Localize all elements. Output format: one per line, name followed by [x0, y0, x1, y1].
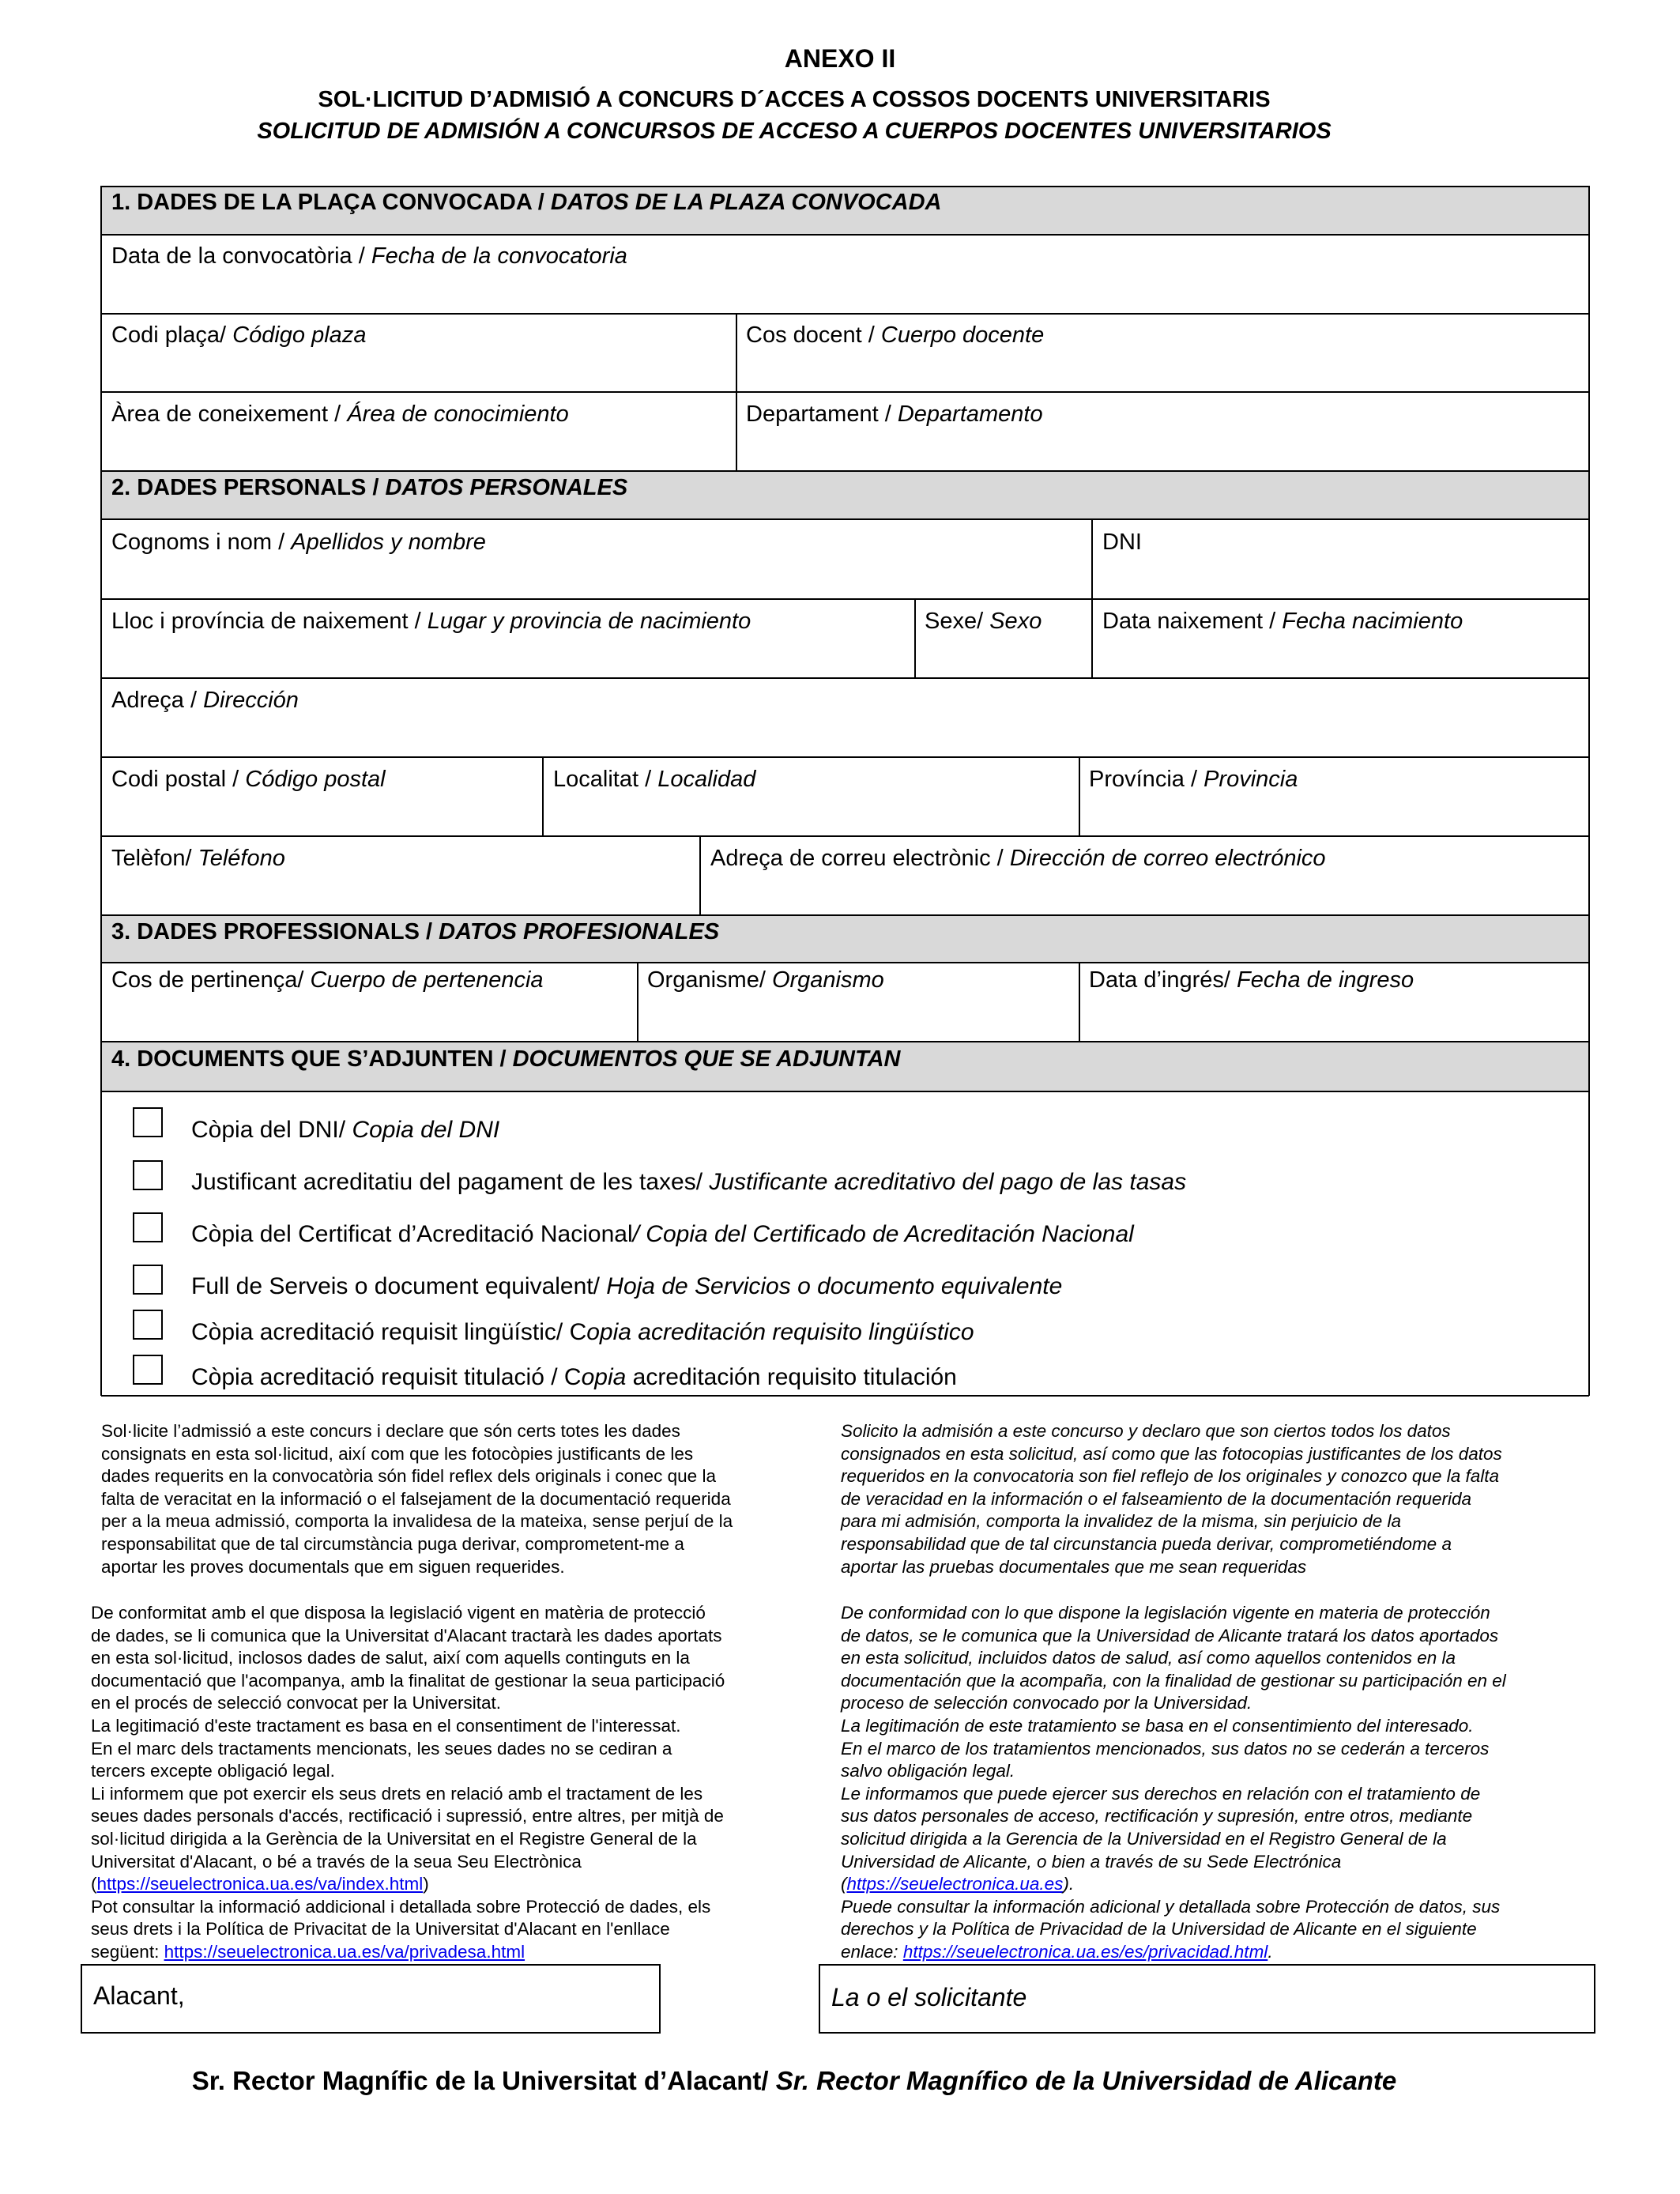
- privadesa-link-ca[interactable]: https://seuelectronica.ua.es/va/privadesa.html: [164, 1941, 525, 1962]
- field-codigo-plaza[interactable]: Codi plaça/ Código plaza: [111, 322, 367, 348]
- col-divider: [699, 835, 701, 915]
- addressee: Sr. Rector Magnífic de la Universitat d’Alacant/ Sr. Rector Magnífico de la Universidad de Alicante: [191, 2066, 1397, 2095]
- field-organismo[interactable]: Organisme/ Organismo: [647, 967, 884, 993]
- applicant-label: La o el solicitante: [831, 1983, 1027, 2011]
- field-localidad[interactable]: Localitat / Localidad: [553, 767, 756, 792]
- rule: [101, 1041, 1589, 1042]
- col-divider: [1079, 756, 1080, 836]
- field-cuerpo-docente[interactable]: Cos docent / Cuerpo docente: [746, 322, 1045, 348]
- col-divider: [914, 598, 916, 678]
- section1-title: 1. DADES DE LA PLAÇA CONVOCADA / DATOS DE LA PLAZA CONVOCADA: [111, 190, 942, 215]
- form-border-right: [1588, 186, 1590, 1396]
- field-telefono[interactable]: Telèfon/ Teléfono: [111, 846, 285, 871]
- declaration-es: Solicito la admisión a este concurso y declaro que son ciertos todos los datos consignados en esta solicitud, así como que las fotocopias justificantes de los datos requeridos en la convocatoria son fiel reflejo de los originales y conozco que la falta de veracidad en la información o el falseamiento de la documentación requerida para mi admisión, comporta la invalidez de la misma, sin perjuicio de la responsabilidad que de tal circunstancia pueda derivar, comprometiéndome a aportar las pruebas documentales que me sean requeridas: [841, 1421, 1502, 1577]
- rule: [101, 313, 1589, 315]
- rule: [101, 677, 1589, 679]
- form-border-left: [100, 186, 102, 1396]
- field-departamento[interactable]: Departament / Departamento: [746, 401, 1043, 427]
- field-email[interactable]: Adreça de correu electrònic / Dirección de correo electrónico: [710, 846, 1326, 871]
- form-subtitle-es: SOLICITUD DE ADMISIÓN A CONCURSOS DE ACCESO A CUERPOS DOCENTES UNIVERSITARIOS: [257, 119, 1332, 144]
- field-apellidos-nombre[interactable]: Cognoms i nom / Apellidos y nombre: [111, 530, 486, 555]
- form-border-bottom: [101, 1395, 1589, 1397]
- rule: [101, 234, 1589, 236]
- place-date-box[interactable]: [81, 1964, 661, 2034]
- field-cuerpo-pertenencia[interactable]: Cos de pertinença/ Cuerpo de pertenencia: [111, 967, 544, 993]
- place-label: Alacant,: [93, 1981, 185, 2010]
- doc-label-requisito-linguistico: Còpia acreditació requisit lingüístic/ Copia acreditación requisito lingüístico: [191, 1319, 974, 1345]
- privacy-es: De conformidad con lo que dispone la legislación vigente en materia de protección de datos, se le comunica que la Universidad de Alicante tratará los datos aportados en esta solicitud, incluidos datos de salud, así como aquellos contenidos en la documentación que la acompaña, con la finalidad de gestionar su participación en el proceso de selección convocado por la Universidad. La legitimación de este tratamiento se basa en el consentimiento del interesado. En el marco de los tratamientos mencionados, sus datos no se cederán a terceros salvo obligación legal. Le informamos que puede ejercer sus derechos en relación con el tratamiento de sus datos personales de acceso, rectificación y supresión, entre otros, mediante solicitud dirigida a la Gerencia de la Universidad en el Registro General de la Universidad de Alicante, o bien a través de su Sede Electrónica (https://seuelectronica.ua.es). Puede consultar la información adicional y detallada sobre Protección de datos, sus derechos y la Política de Privacidad de la Universidad de Alicante en el siguiente enlace: https://seuelectronica.ua.es/es/privacidad.html.: [841, 1603, 1506, 1962]
- rule: [101, 914, 1589, 916]
- col-divider: [1079, 962, 1080, 1042]
- col-divider: [637, 962, 638, 1042]
- checkbox-copia-dni[interactable]: [133, 1107, 163, 1137]
- form-title: ANEXO II: [784, 44, 896, 73]
- field-fecha-convocatoria[interactable]: Data de la convocatòria / Fecha de la convocatoria: [111, 243, 627, 269]
- section4-title: 4. DOCUMENTS QUE S’ADJUNTEN / DOCUMENTOS QUE SE ADJUNTAN: [111, 1046, 901, 1072]
- doc-label-requisito-titulacion: Còpia acreditació requisit titulació / Copia acreditación requisito titulación: [191, 1364, 957, 1390]
- section2-title: 2. DADES PERSONALS / DATOS PERSONALES: [111, 475, 628, 500]
- checkbox-certificado-acreditacion[interactable]: [133, 1212, 163, 1242]
- rule: [101, 470, 1589, 472]
- rule: [101, 756, 1589, 758]
- doc-label-justificante-tasas: Justificant acreditatiu del pagament de les taxes/ Justificante acreditativo del pago de las tasas: [191, 1169, 1187, 1195]
- field-area-conocimiento[interactable]: Àrea de coneixement / Área de conocimiento: [111, 401, 569, 427]
- field-lugar-nacimiento[interactable]: Lloc i província de naixement / Lugar y provincia de nacimiento: [111, 609, 751, 634]
- field-dni[interactable]: DNI: [1102, 530, 1142, 555]
- field-direccion[interactable]: Adreça / Dirección: [111, 688, 299, 713]
- rule: [101, 962, 1589, 963]
- rule: [101, 835, 1589, 837]
- checkbox-requisito-titulacion[interactable]: [133, 1355, 163, 1385]
- doc-label-hoja-servicios: Full de Serveis o document equivalent/ Hoja de Servicios o documento equivalente: [191, 1273, 1063, 1299]
- section3-title: 3. DADES PROFESSIONALS / DATOS PROFESIONALES: [111, 919, 720, 944]
- col-divider: [736, 313, 737, 471]
- col-divider: [542, 756, 544, 836]
- privacidad-link-es[interactable]: https://seuelectronica.ua.es/es/privacidad.html: [902, 1941, 1268, 1962]
- form-subtitle-ca: SOL·LICITUD D’ADMISIÓ A CONCURS D´ACCES A COSSOS DOCENTS UNIVERSITARIS: [318, 87, 1271, 112]
- privacy-ca: De conformitat amb el que disposa la legislació vigent en matèria de protecció de dades, se li comunica que la Universitat d'Alacant tractarà les dades aportats en esta sol·licitud, inclosos dades de salut, així com aquells continguts en la documentació que l'acompanya, amb la finalitat de gestionar la seua participació en el procés de selecció convocat per la Universitat. La legitimació d'este tractament es basa en el consentiment de l'interessat. En el marc dels tractaments mencionats, les seues dades no se cediran a tercers excepte obligació legal. Li informem que pot exercir els seus drets en relació amb el tractament de les seues dades personals d'accés, rectificació i supressió, entre altres, per mitjà de sol·licitud dirigida a la Gerència de la Universitat en el Registre General de la Universitat d'Alacant, o bé a través de la seua Seu Electrònica (https://seuelectronica.ua.es/va/index.html) Pot consultar la informació addicional i detallada sobre Protecció de dades, els seus drets i la Política de Privacitat de la Universitat d'Alacant en l'enllace següent: https://seuelectronica.ua.es/va/privadesa.html: [91, 1603, 725, 1962]
- declaration-ca: Sol·licite l’admissió a este concurs i declare que són certs totes les dades consignats en esta sol·licitud, així com que les fotocòpies justificants de les dades requerits en la convocatòria són fidel reflex dels originals i conec que la falta de veracitat en la informació o el falsejament de la documentació requerida per a la meua admissió, comporta la invalidesa de la mateixa, sense perjuí de la responsabilitat que de tal circumstància puga derivar, comprometent-me a aportar les proves documentals que em siguen requerides.: [101, 1421, 733, 1577]
- checkbox-justificante-tasas[interactable]: [133, 1160, 163, 1190]
- doc-label-certificado-acreditacion: Còpia del Certificat d’Acreditació Nacional/ Copia del Certificado de Acreditación Nacional: [191, 1221, 1134, 1247]
- field-fecha-ingreso[interactable]: Data d’ingrés/ Fecha de ingreso: [1089, 967, 1414, 993]
- form-border-top: [101, 186, 1589, 187]
- field-provincia[interactable]: Província / Provincia: [1089, 767, 1298, 792]
- col-divider: [1091, 519, 1093, 678]
- sede-electronica-link-es[interactable]: https://seuelectronica.ua.es: [846, 1874, 1064, 1894]
- rule: [101, 391, 1589, 393]
- checkbox-hoja-servicios[interactable]: [133, 1265, 163, 1295]
- rule: [101, 598, 1589, 600]
- field-codigo-postal[interactable]: Codi postal / Código postal: [111, 767, 386, 792]
- seu-electronica-link-ca[interactable]: https://seuelectronica.ua.es/va/index.html: [96, 1874, 424, 1894]
- doc-label-copia-dni: Còpia del DNI/ Copia del DNI: [191, 1117, 500, 1143]
- checkbox-requisito-linguistico[interactable]: [133, 1310, 163, 1340]
- rule: [101, 1091, 1589, 1092]
- field-fecha-nacimiento[interactable]: Data naixement / Fecha nacimiento: [1102, 609, 1463, 634]
- rule: [101, 518, 1589, 520]
- applicant-signature-box[interactable]: [819, 1964, 1595, 2034]
- field-sexo[interactable]: Sexe/ Sexo: [925, 609, 1042, 634]
